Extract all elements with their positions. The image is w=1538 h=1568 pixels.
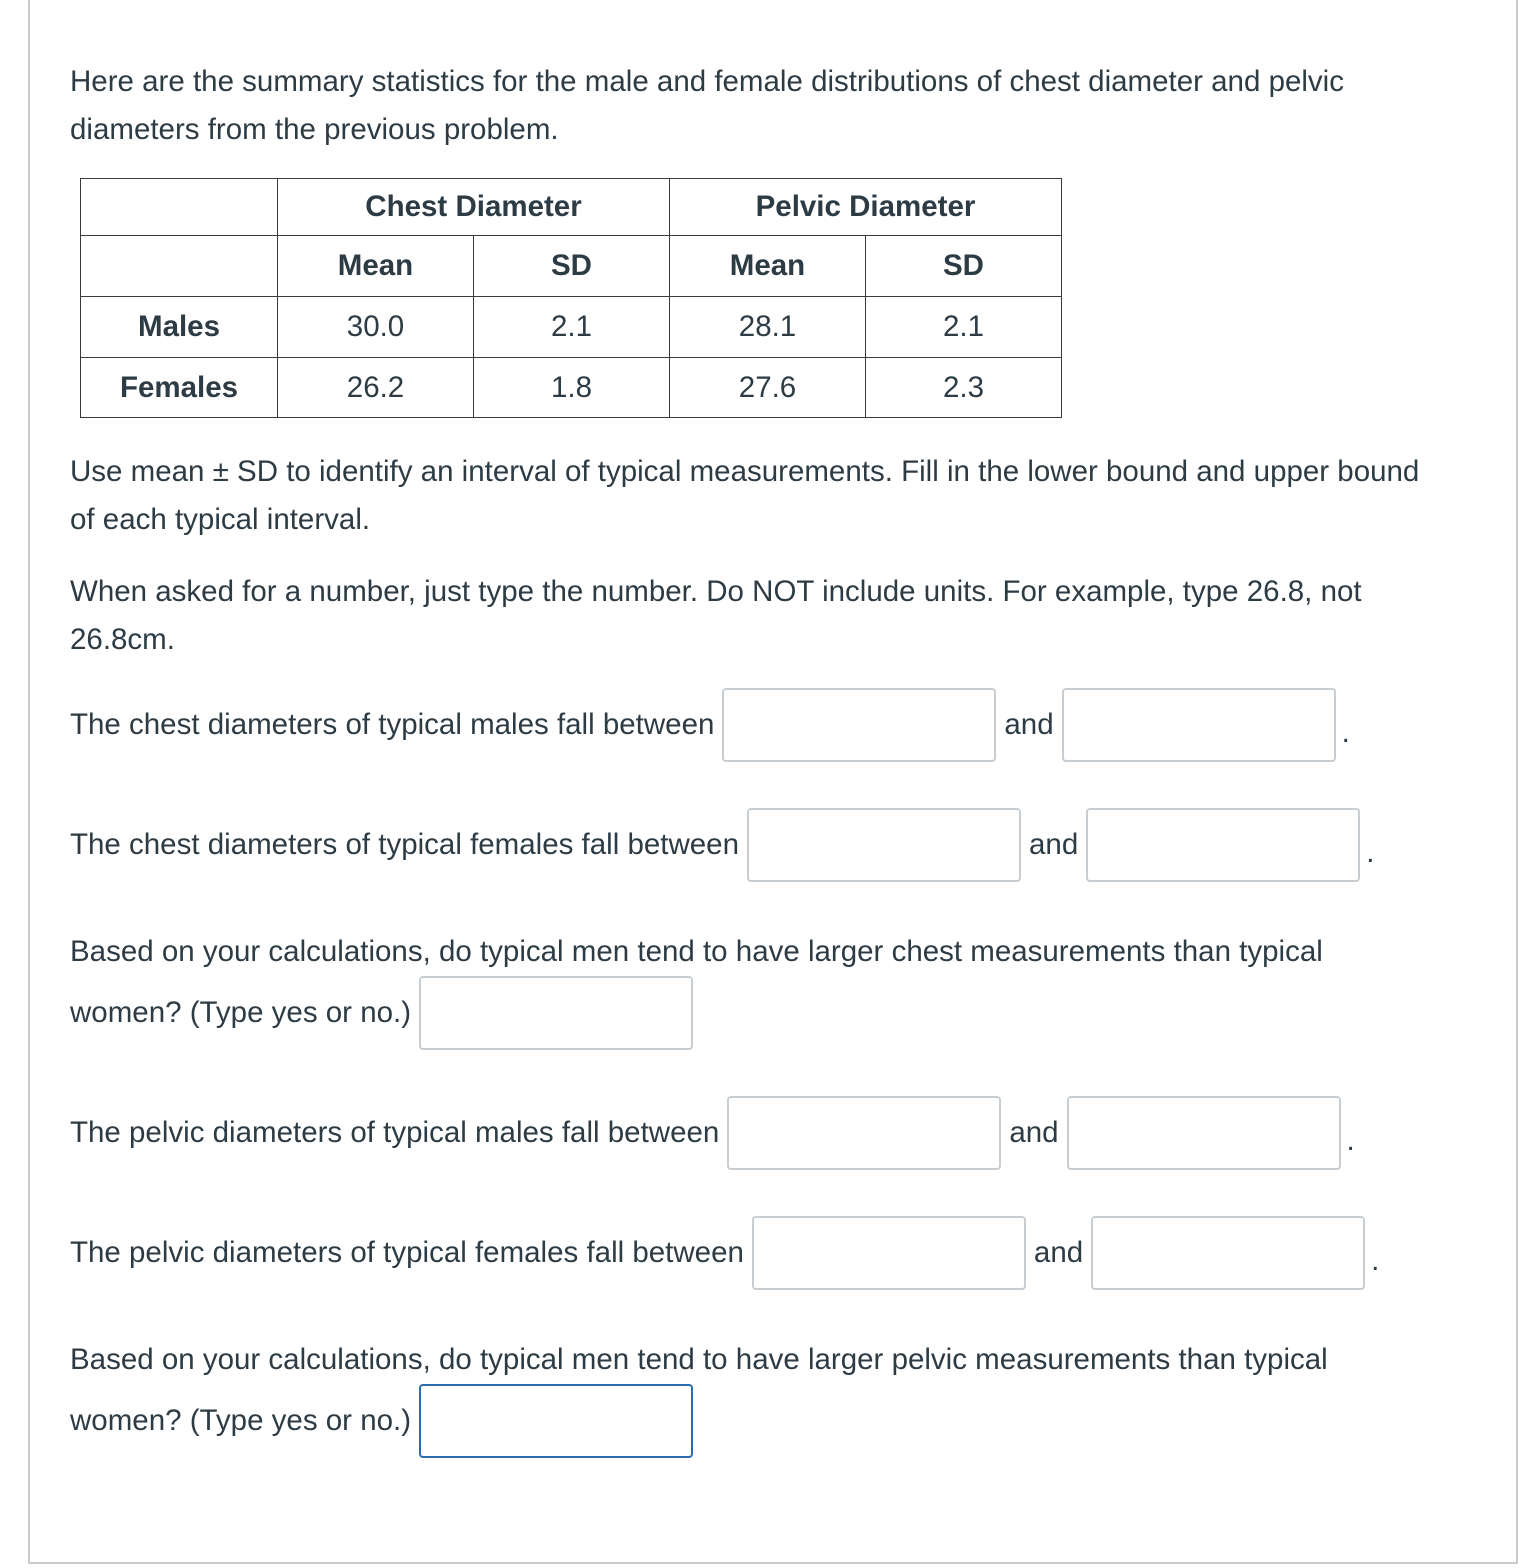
chest-diameter-header: Chest Diameter — [278, 179, 670, 236]
instructions-text: Use mean ± SD to identify an interval of typical measurements. Fill in the lower bound and upper bound of each typical interval. — [70, 455, 1420, 536]
chest-males-upper-input[interactable] — [1062, 688, 1336, 762]
chest-females-upper-input[interactable] — [1086, 808, 1360, 882]
chest-sd-header: SD — [474, 236, 670, 297]
pelvic-males-lower-input[interactable] — [727, 1096, 1001, 1170]
period-label: . — [1366, 836, 1375, 869]
pelvic-females-prompt: The pelvic diameters of typical females fall between — [70, 1236, 744, 1269]
chest-females-prompt: The chest diameters of typical females fall between — [70, 828, 739, 861]
chest-females-lower-input[interactable] — [747, 808, 1021, 882]
pelvic-compare-row — [70, 1384, 693, 1458]
males-chest-mean: 30.0 — [278, 297, 474, 358]
summary-stats-table — [80, 178, 1062, 418]
chest-compare-input[interactable] — [419, 976, 693, 1050]
chest-compare-line1: Based on your calculations, do typical men tend to have larger chest measurements than typical — [70, 935, 1323, 968]
row-label-males: Males — [81, 297, 278, 358]
chest-mean-header: Mean — [278, 236, 474, 297]
males-chest-sd: 2.1 — [474, 297, 670, 358]
males-pelvic-sd: 2.1 — [866, 297, 1062, 358]
table-blank-cell — [81, 236, 278, 297]
pelvic-females-upper-input[interactable] — [1091, 1216, 1365, 1290]
intro-block — [70, 58, 1450, 196]
pelvic-males-upper-input[interactable] — [1067, 1096, 1341, 1170]
table-row — [81, 297, 1062, 358]
table-corner-cell — [81, 179, 278, 236]
pelvic-compare-prompt: women? (Type yes or no.) — [70, 1404, 412, 1437]
pelvic-diameter-header: Pelvic Diameter — [670, 179, 1062, 236]
chest-females-row — [70, 808, 1374, 882]
males-pelvic-mean: 28.1 — [670, 297, 866, 358]
pelvic-females-row — [70, 1216, 1379, 1290]
pelvic-males-prompt: The pelvic diameters of typical males fall between — [70, 1116, 720, 1149]
chest-males-row — [70, 688, 1350, 762]
pelvic-females-lower-input[interactable] — [752, 1216, 1026, 1290]
period-label: . — [1346, 1124, 1355, 1157]
chest-males-prompt: The chest diameters of typical males fall between — [70, 708, 715, 741]
pelvic-males-row — [70, 1096, 1355, 1170]
pelvic-compare-input[interactable] — [419, 1384, 693, 1458]
chest-compare-row — [70, 976, 693, 1050]
pelvic-mean-header: Mean — [670, 236, 866, 297]
and-label: and — [1033, 1236, 1084, 1269]
and-label: and — [1029, 828, 1079, 861]
pelvic-compare-line1: Based on your calculations, do typical men tend to have larger pelvic measurements than typical — [70, 1343, 1328, 1376]
and-label: and — [1004, 708, 1054, 741]
females-pelvic-mean: 27.6 — [670, 358, 866, 418]
intro-text: Here are the summary statistics for the male and female distributions of chest diameter and pelvic diameters from the previous problem. — [70, 65, 1344, 146]
females-chest-mean: 26.2 — [278, 358, 474, 418]
females-pelvic-sd: 2.3 — [866, 358, 1062, 418]
and-label: and — [1009, 1116, 1059, 1149]
chest-compare-prompt: women? (Type yes or no.) — [70, 996, 412, 1029]
row-label-females: Females — [81, 358, 278, 418]
units-note-text: When asked for a number, just type the number. Do NOT include units. For example, type 26.8, not 26.8cm. — [70, 575, 1362, 656]
pelvic-sd-header: SD — [866, 236, 1062, 297]
period-label: . — [1341, 716, 1350, 749]
chest-males-lower-input[interactable] — [722, 688, 996, 762]
table-row — [81, 358, 1062, 418]
period-label: . — [1371, 1244, 1380, 1277]
females-chest-sd: 1.8 — [474, 358, 670, 418]
